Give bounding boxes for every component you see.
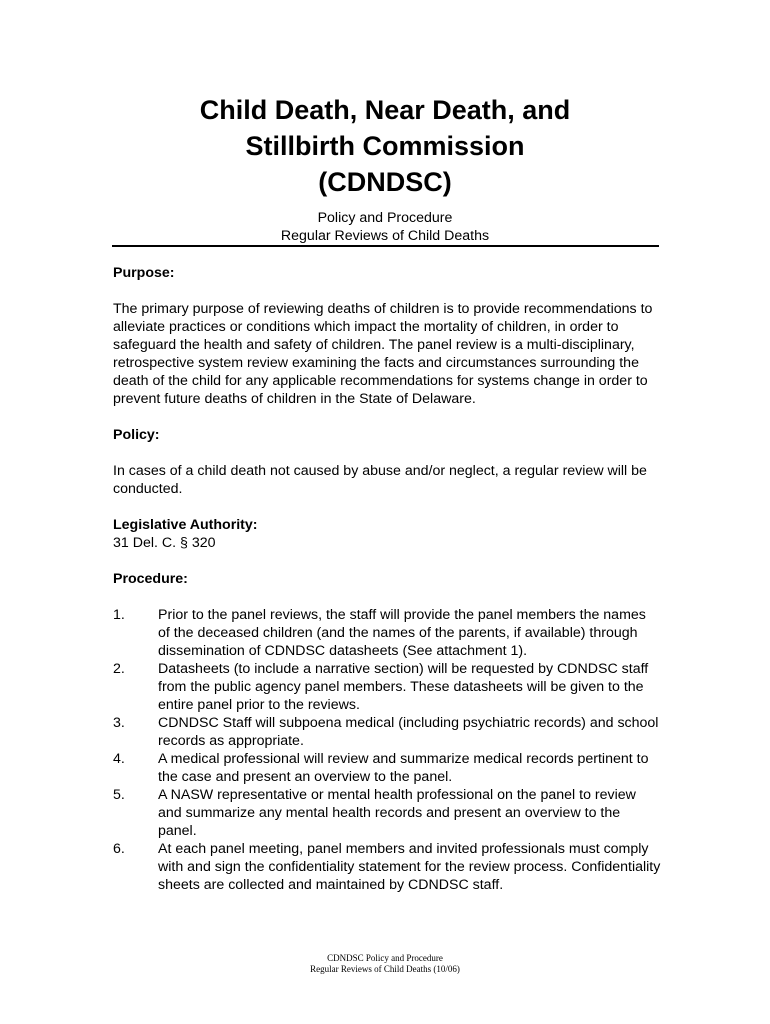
procedure-item-number: 3. [113, 715, 125, 731]
procedure-item [113, 714, 661, 750]
procedure-heading: Procedure: [113, 571, 188, 587]
procedure-item [113, 660, 661, 714]
procedure-item [113, 750, 661, 786]
procedure-item-text: A NASW representative or mental health professional on the panel to review and summarize any mental health records and present an overview to the panel. [158, 787, 636, 839]
policy-heading: Policy: [113, 427, 160, 443]
header-divider [112, 245, 659, 247]
procedure-item-number: 5. [113, 787, 125, 803]
document-subtitle [0, 209, 770, 245]
subtitle-line-1: Policy and Procedure [317, 210, 453, 226]
footer-line-2: Regular Reviews of Child Deaths (10/06) [310, 964, 460, 974]
procedure-item [113, 606, 661, 660]
procedure-item-number: 1. [113, 607, 125, 623]
procedure-item-number: 2. [113, 661, 125, 677]
footer-line-1: CDNDSC Policy and Procedure [327, 953, 443, 963]
document-body [113, 264, 661, 894]
purpose-text: The primary purpose of reviewing deaths of children is to provide recommendations to alleviate practices or conditions which impact the mortality of children, in order to safeguard the health and safety of children. The panel review is a multi-disciplinary, retrospective system review examining the facts and circumstances surrounding the death of the child for any applicable recommendations for systems change in order to prevent future deaths of children in the State of Delaware. [113, 301, 653, 407]
procedure-item-number: 4. [113, 751, 125, 767]
purpose-heading: Purpose: [113, 265, 175, 281]
procedure-list [113, 606, 661, 894]
page-footer [0, 953, 770, 975]
authority-text: 31 Del. C. § 320 [113, 535, 216, 551]
title-line-1: Child Death, Near Death, and [199, 95, 571, 125]
procedure-item-text: A medical professional will review and summarize medical records pertinent to the case and present an overview to the panel. [158, 751, 649, 785]
procedure-item [113, 840, 661, 894]
procedure-item-text: Prior to the panel reviews, the staff will provide the panel members the names of the deceased children (and the names of the parents, if available) through dissemination of CDNDSC datasheets (See attachment 1). [158, 607, 646, 659]
title-line-2: Stillbirth Commission [245, 131, 525, 161]
title-line-3: (CDNDSC) [318, 167, 452, 197]
policy-text: In cases of a child death not caused by abuse and/or neglect, a regular review will be conducted. [113, 463, 647, 497]
procedure-item-number: 6. [113, 841, 125, 857]
authority-heading: Legislative Authority: [113, 517, 258, 533]
procedure-item-text: At each panel meeting, panel members and invited professionals must comply with and sign the confidentiality statement for the review process. Confidentiality sheets are collected and maintained by CDNDSC staff. [158, 841, 661, 893]
procedure-item [113, 786, 661, 840]
procedure-item-text: Datasheets (to include a narrative section) will be requested by CDNDSC staff from the public agency panel members. These datasheets will be given to the entire panel prior to the reviews. [158, 661, 649, 713]
subtitle-line-2: Regular Reviews of Child Deaths [280, 228, 490, 244]
procedure-item-text: CDNDSC Staff will subpoena medical (including psychiatric records) and school records as appropriate. [158, 715, 659, 749]
document-title [0, 92, 770, 200]
